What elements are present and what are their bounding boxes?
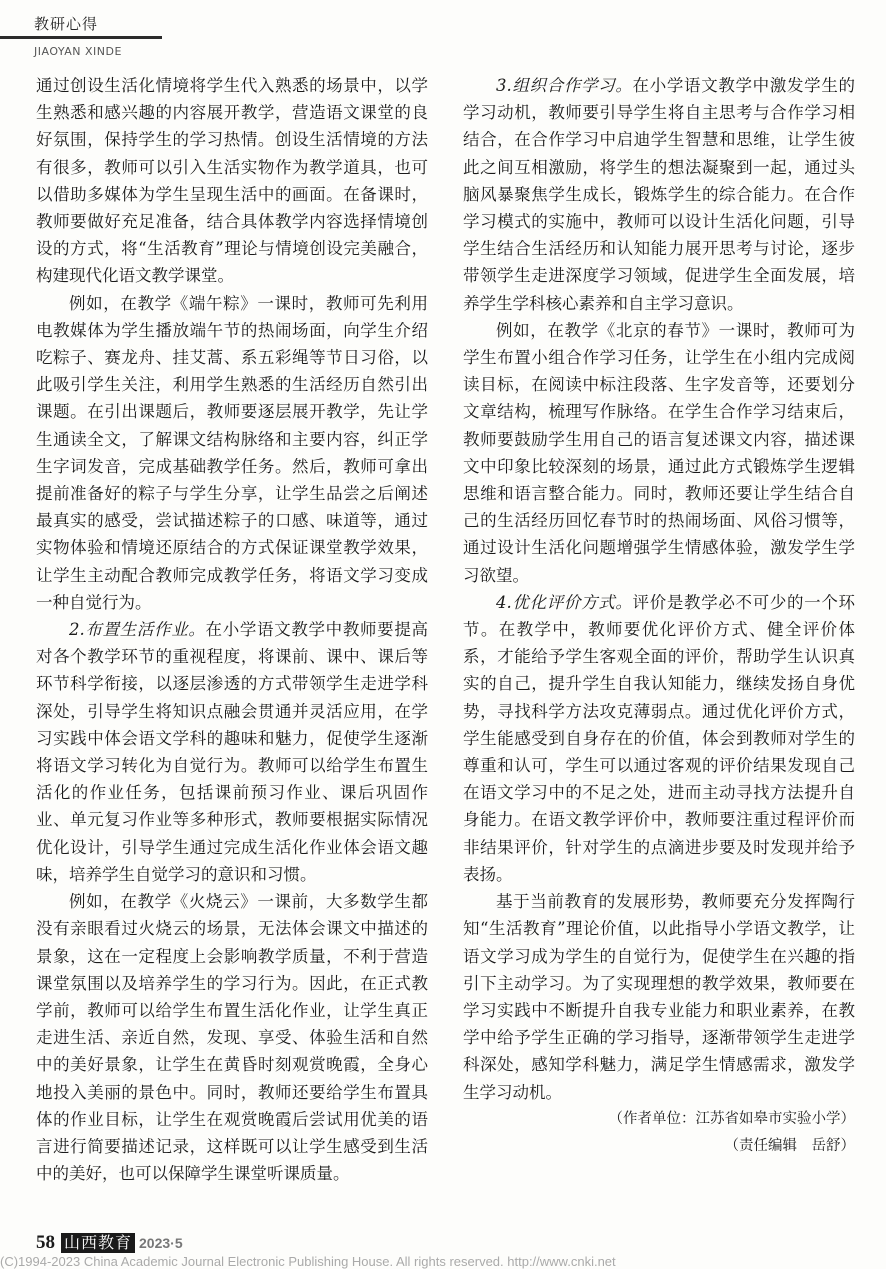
- issue-label: 2023·5: [139, 1235, 183, 1251]
- paragraph: [36, 616, 428, 888]
- paragraph-text: 评价是教学必不可少的一个环节。在教学中，教师要优化评价方式、健全评价体系，才能给予学生客观全面的评价，帮助学生认识真实的自己，提升学生自我认知能力，继续发扬自身优势，寻找科学方法攻克薄弱点。通过优化评价方式，学生能感受到自身存在的价值，体会到教师对学生的尊重和认可，学生可以通过客观的评价结果发现自己在语文学习中的不足之处，进而主动寻找方法提升自身能力。在语文教学评价中，教师要注重过程评价而非结果评价，针对学生的点滴进步要及时发现并给予表扬。: [463, 592, 855, 884]
- paragraph-text: 在小学语文教学中激发学生的学习动机，教师要引导学生将自主思考与合作学习相结合，在合作学习中启迪学生智慧和思维，让学生彼此之间互相激励，将学生的想法凝聚到一起，通过头脑风暴聚焦学生成长，锻炼学生的综合能力。在合作学习模式的实施中，教师可以设计生活化问题，引导学生结合生活经历和认知能力展开思考与讨论，逐步带领学生走进深度学习领域，促进学生全面发展，培养学生学科核心素养和自主学习意识。: [463, 76, 855, 313]
- section-heading: 4.优化评价方式。: [496, 592, 633, 612]
- copyright-line: (C)1994-2023 China Academic Journal Electronic Publishing House. All rights reserved. http://www.cnki.net: [0, 1254, 616, 1269]
- paragraph-text: 在小学语文教学中教师要提高对各个教学环节的重视程度，将课前、课中、课后等环节科学衔接，以逐层渗透的方式带领学生走进学科深处，引导学生将知识点融会贯通并灵活应用，在学习实践中体会语文学科的趣味和魅力，促使学生逐渐将语文学习转化为自觉行为。教师可以给学生布置生活化的作业任务，包括课前预习作业、课后巩固作业、单元复习作业等多种形式，教师要根据实际情况优化设计，引导学生通过完成生活化作业体会语文趣味，培养学生自觉学习的意识和习惯。: [36, 620, 428, 884]
- editor-credit: （责任编辑 岳舒）: [724, 1137, 855, 1154]
- section-subtitle: JIAOYAN XINDE: [34, 45, 122, 58]
- paragraph: 例如，在教学《火烧云》一课前，大多数学生都没有亲眼看过火烧云的场景，无法体会课文中描述的景象，这在一定程度上会影响教学质量，不利于营造课堂氛围以及培养学生的学习行为。因此，在正式教学前，教师可以给学生布置生活化作业，让学生真正走进生活、亲近自然，发现、享受、体验生活和自然中的美好景象，让学生在黄昏时刻观赏晚霞，全身心地投入美丽的景色中。同时，教师还要给学生布置具体的作业目标，让学生在观赏晚霞后尝试用优美的语言进行简要描述记录，这样既可以让学生感受到生活中的美好，也可以保障学生课堂听课质量。: [36, 892, 428, 1184]
- author-affiliation: （作者单位：江苏省如皋市实验小学）: [608, 1110, 855, 1127]
- paragraph: 基于当前教育的发展形势，教师要充分发挥陶行知“生活教育”理论价值，以此指导小学语文教学，让语文学习成为学生的自觉行为，促使学生在兴趣的指引下主动学习。为了实现理想的教学效果，教师要在学习实践中不断提升自我专业能力和职业素养，在教学中给予学生正确的学习指导，逐渐带领学生走进学科深处，感知学科魅力，满足学生情感需求，激发学生学习动机。: [463, 892, 855, 1102]
- left-column: [36, 72, 428, 1187]
- paragraph: 通过创设生活化情境将学生代入熟悉的场景中，以学生熟悉和感兴趣的内容展开教学，营造语文课堂的良好氛围，保持学生的学习热情。创设生活情境的方法有很多，教师可以引入生活实物作为教学道具，也可以借助多媒体为学生呈现生活中的画面。在备课时，教师要做好充足准备，结合具体教学内容选择情境创设的方式，将“生活教育”理论与情境创设完美融合，构建现代化语文教学课堂。: [36, 76, 428, 286]
- right-column: [463, 72, 855, 1160]
- paragraph: [463, 72, 855, 317]
- page-number: 58: [36, 1232, 55, 1253]
- paragraph: 例如，在教学《北京的春节》一课时，教师可为学生布置小组合作学习任务，让学生在小组内完成阅读目标，在阅读中标注段落、生字发音等，还要划分文章结构，梳理写作脉络。在学生合作学习结束后，教师要鼓励学生用自己的语言复述课文内容，描述课文中印象比较深刻的场景，通过此方式锻炼学生逻辑思维和语言整合能力。同时，教师还要让学生结合自己的生活经历回忆春节时的热闹场面、风俗习惯等，通过设计生活化问题增强学生情感体验，激发学生学习欲望。: [463, 320, 855, 585]
- paragraph: 例如，在教学《端午粽》一课时，教师可先利用电教媒体为学生播放端午节的热闹场面，向学生介绍吃粽子、赛龙舟、挂艾蒿、系五彩绳等节日习俗，以此吸引学生关注，利用学生熟悉的生活经历自然引出课题。在引出课题后，教师要逐层展开教学，先让学生通读全文，了解课文结构脉络和主要内容，纠正学生字词发音，完成基础教学任务。然后，教师可拿出提前准备好的粽子与学生分享，让学生品尝之后阐述最真实的感受，尝试描述粽子的口感、味道等，通过实物体验和情境还原结合的方式保证课堂教学效果，让学生主动配合教师完成教学任务，将语文学习变成一种自觉行为。: [36, 293, 428, 612]
- section-title: 教研心得: [34, 15, 99, 33]
- header-rule: [0, 36, 162, 39]
- journal-logo: 山西教育: [61, 1233, 135, 1253]
- section-heading: 2.布置生活作业。: [69, 620, 206, 640]
- section-heading: 3.组织合作学习。: [496, 76, 633, 95]
- page-footer: [36, 1232, 183, 1254]
- paragraph: [463, 589, 855, 888]
